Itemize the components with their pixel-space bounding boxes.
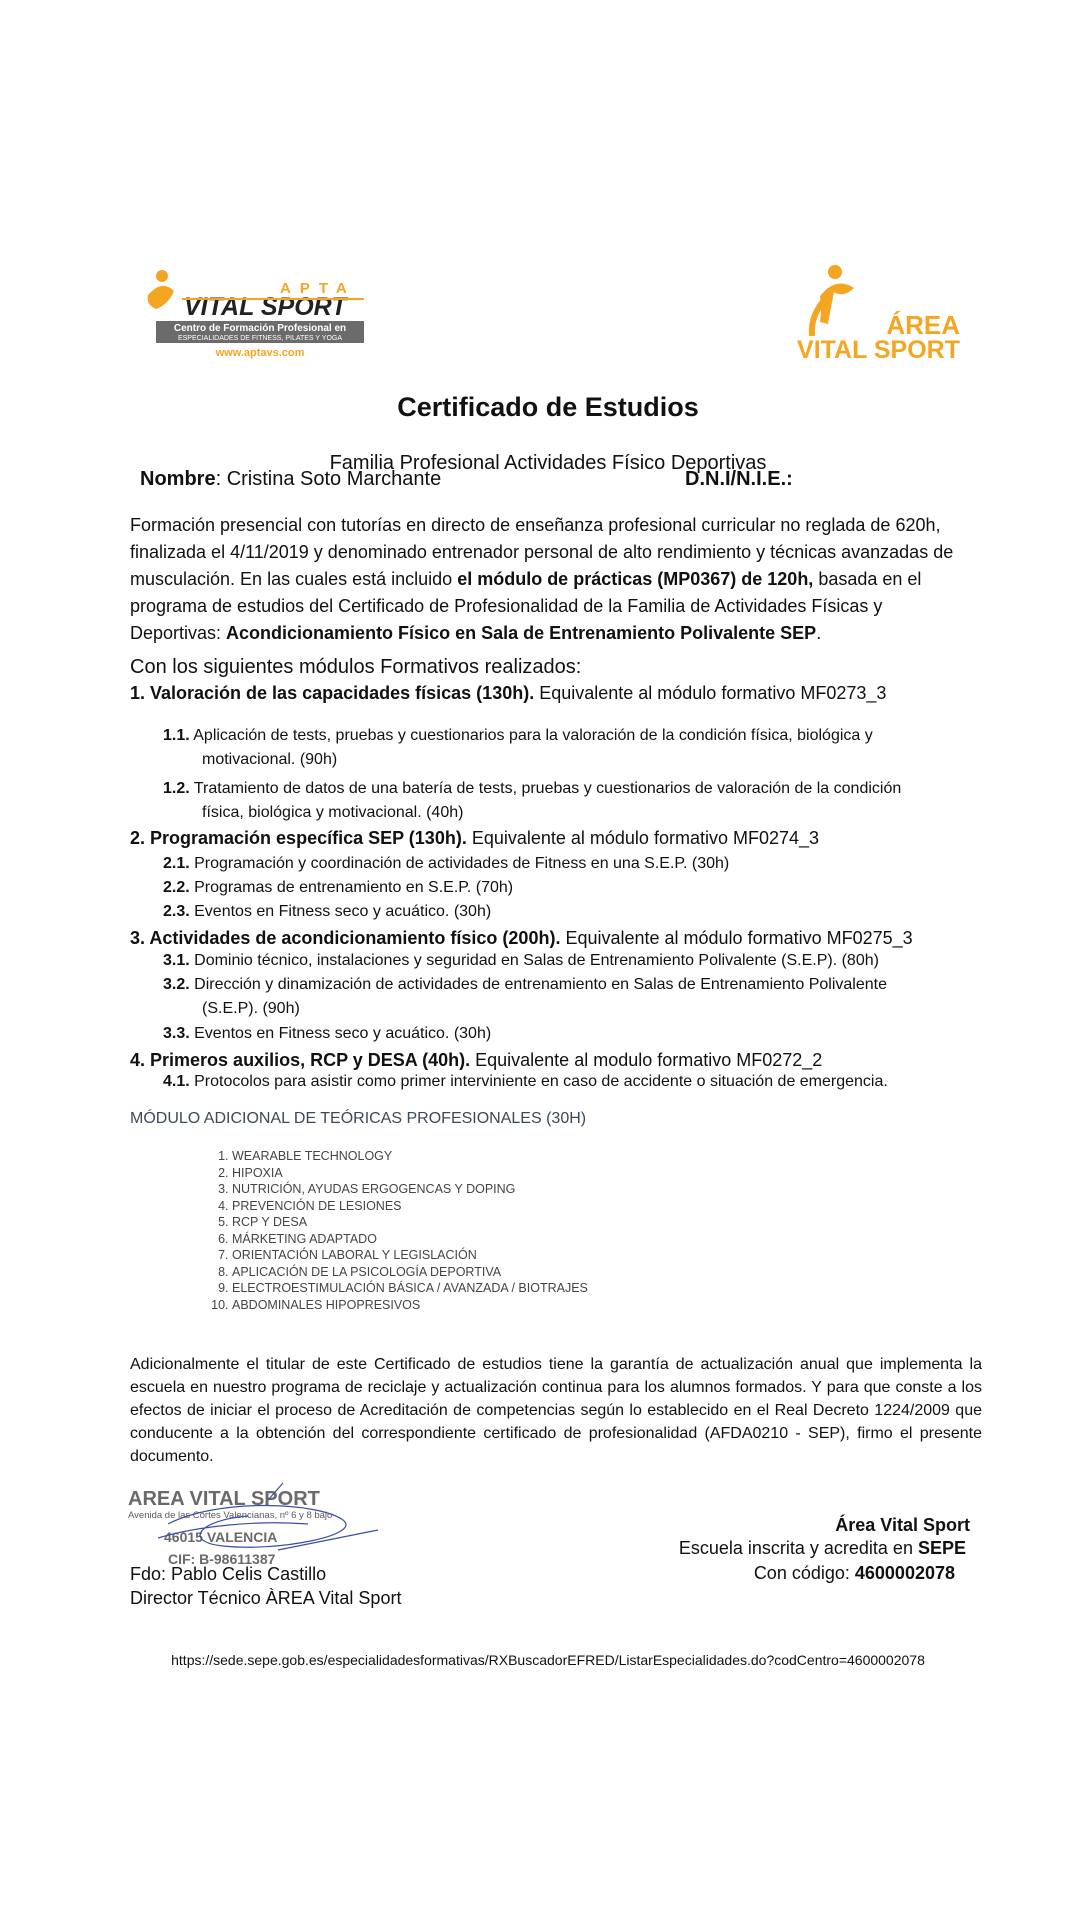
- logo-brand-text: VITAL SPORT: [184, 293, 347, 321]
- school-code: 4600002078: [854, 1563, 955, 1583]
- dni-label: D.N.I/N.I.E.:: [685, 468, 793, 490]
- topic-item: 10. ABDOMINALES HIPOPRESIVOS: [232, 1297, 588, 1314]
- submodule-item: [163, 973, 887, 996]
- submodule-number: 3.3.: [163, 1025, 190, 1042]
- student-name: : Cristina Soto Marchante: [215, 468, 442, 490]
- topic-item: 5. RCP Y DESA: [232, 1214, 588, 1231]
- logo-vital-sport-text: VITAL SPORT: [797, 336, 960, 362]
- topic-item: 3. NUTRICIÓN, AYUDAS ERGOGENCAS Y DOPING: [232, 1181, 588, 1198]
- intro-text-2: basada en el programa de estudios del Certificado de Profesionalidad de la Familia de Actividades Físicas y Deportivas:: [130, 569, 922, 643]
- stamp-address: Avenida de las Cortes Valencianas, nº 6 y 8 bajo: [128, 1510, 333, 1521]
- module-heading: [130, 682, 886, 705]
- accreditation-text: Escuela inscrita y acredita en: [678, 1538, 918, 1558]
- submodule-text: Tratamiento de datos de una batería de tests, pruebas y cuestionarios de valoración de la condición: [189, 780, 902, 797]
- submodule-number: 4.1.: [163, 1073, 190, 1090]
- module-name: 3. Actividades de acondicionamiento físico (200h).: [130, 928, 561, 948]
- verification-url: https://sede.sepe.gob.es/especialidadesformativas/RXBuscadorEFRED/ListarEspecialidades.do?codCentro=4600002078: [171, 1652, 925, 1668]
- module-heading: [130, 1049, 822, 1072]
- topic-item: 9. ELECTROESTIMULACIÓN BÁSICA / AVANZADA / BIOTRAJES: [232, 1280, 588, 1297]
- company-stamp: [128, 1480, 398, 1572]
- logo-area-text: ÁREA: [886, 310, 960, 340]
- module-name: 1. Valoración de las capacidades físicas (130h).: [130, 683, 535, 703]
- module-name: 4. Primeros auxilios, RCP y DESA (40h).: [130, 1050, 471, 1070]
- stamp-company-name: AREA VITAL SPORT: [128, 1488, 320, 1510]
- area-vital-sport-logo: [750, 262, 965, 362]
- module-equivalent: Equivalente al modulo formativo MF0272_2: [470, 1050, 823, 1070]
- topic-item: 2. HIPOXIA: [232, 1165, 588, 1182]
- submodule-text: Dominio técnico, instalaciones y seguridad en Salas de Entrenamiento Polivalente (S.E.P). (80h): [189, 952, 879, 969]
- submodule-continuation: física, biológica y motivacional. (40h): [202, 804, 464, 821]
- school-code-label: Con código:: [753, 1563, 855, 1583]
- module-equivalent: Equivalente al módulo formativo MF0275_3: [560, 928, 913, 948]
- submodule-number: 2.2.: [163, 879, 190, 896]
- submodule-number: 3.2.: [163, 976, 190, 993]
- submodule-text: Aplicación de tests, pruebas y cuestionarios para la valoración de la condición física, biológica y: [189, 727, 873, 744]
- module-heading: [130, 827, 819, 850]
- intro-paragraph: [130, 512, 970, 647]
- module-heading: [130, 927, 913, 950]
- school-code-line: [754, 1563, 955, 1584]
- submodule-item: [163, 724, 873, 747]
- signatory-title: Director Técnico ÀREA Vital Sport: [130, 1588, 402, 1608]
- logo-band-line2: ESPECIALIDADES DE FITNESS, PILATES Y YOGA: [177, 335, 343, 342]
- logo-apta-text: APTA: [280, 280, 356, 297]
- school-name: Área Vital Sport: [835, 1515, 970, 1535]
- signatory-name: Fdo: Pablo Celis Castillo: [130, 1564, 327, 1584]
- submodule-text: Eventos en Fitness seco y acuático. (30h): [189, 903, 492, 920]
- topic-item: 4. PREVENCIÓN DE LESIONES: [232, 1198, 588, 1215]
- apta-vital-sport-logo: [142, 265, 367, 360]
- modules-title: Con los siguientes módulos Formativos realizados:: [130, 656, 582, 678]
- accreditation-body: SEPE: [917, 1538, 966, 1558]
- intro-text-1: Formación presencial con tutorías en directo de enseñanza profesional curricular no reglada de 620h, finalizada el 4/11/2019 y denominado entrenador personal de alto rendimiento y técnicas avanzadas de musculación. En las cuales está incluido: [130, 515, 954, 589]
- topic-item: 6. MÁRKETING ADAPTADO: [232, 1231, 588, 1248]
- logo-band-line1: Centro de Formación Profesional en: [173, 323, 347, 334]
- submodule-text: Eventos en Fitness seco y acuático. (30h): [189, 1025, 492, 1042]
- professional-family: Familia Profesional Actividades Físico Deportivas: [329, 452, 767, 474]
- submodule-number: 1.1.: [163, 727, 190, 744]
- intro-bold-1: el módulo de prácticas (MP0367) de 120h,: [457, 569, 814, 589]
- school-accreditation: [679, 1538, 966, 1559]
- submodule-text: Protocolos para asistir como primer interviniente en caso de accidente o situación de emergencia.: [189, 1073, 888, 1090]
- submodule-continuation: motivacional. (90h): [202, 751, 338, 768]
- module-equivalent: Equivalente al módulo formativo MF0274_3: [466, 828, 820, 848]
- intro-text-3: .: [816, 623, 822, 643]
- submodule-item: [163, 876, 513, 899]
- topic-item: 8. APLICACIÓN DE LA PSICOLOGÍA DEPORTIVA: [232, 1264, 588, 1281]
- student-name-line: [140, 468, 441, 491]
- stamp-city: 46015 VALENCIA: [164, 1529, 278, 1545]
- topic-item: 1. WEARABLE TECHNOLOGY: [232, 1148, 588, 1165]
- intro-bold-2: Acondicionamiento Físico en Sala de Entrenamiento Polivalente SEP: [226, 623, 817, 643]
- submodule-number: 2.3.: [163, 903, 190, 920]
- submodule-text: Dirección y dinamización de actividades de entrenamiento en Salas de Entrenamiento Polivalente: [189, 976, 887, 993]
- closing-paragraph: Adicionalmente el titular de este Certificado de estudios tiene la garantía de actualización anual que implementa la escuela en nuestro programa de reciclaje y actualización continua para los alumnos formados. Y para que conste a los efectos de iniciar el proceso de Acreditación de competencias según lo establecido en el Real Decreto 1224/2009 que conducente a la obtención del correspondiente certificado de profesionalidad (AFDA0210 - SEP), firmo el presente documento.: [130, 1356, 982, 1465]
- additional-topics-list: [200, 1148, 588, 1313]
- submodule-continuation: (S.E.P). (90h): [202, 1000, 300, 1017]
- submodule-number: 2.1.: [163, 855, 190, 872]
- submodule-item: [163, 852, 729, 875]
- module-name: 2. Programación específica SEP (130h).: [130, 828, 467, 848]
- module-equivalent: Equivalente al módulo formativo MF0273_3: [534, 683, 887, 703]
- submodule-item: [163, 1070, 888, 1093]
- topic-item: 7. ORIENTACIÓN LABORAL Y LEGISLACIÓN: [232, 1247, 588, 1264]
- stamp-cif: CIF: B-98611387: [168, 1551, 276, 1567]
- submodule-item: [163, 1022, 491, 1045]
- submodule-item: [163, 949, 879, 972]
- submodule-text: Programas de entrenamiento en S.E.P. (70h): [189, 879, 514, 896]
- document-title: Certificado de Estudios: [397, 392, 699, 422]
- submodule-item: [163, 900, 491, 923]
- logo-web-text: www.aptavs.com: [215, 347, 305, 359]
- additional-module-title: MÓDULO ADICIONAL DE TEÓRICAS PROFESIONALES (30H): [130, 1110, 587, 1127]
- submodule-number: 1.2.: [163, 780, 190, 797]
- submodule-text: Programación y coordinación de actividades de Fitness en una S.E.P. (30h): [189, 855, 730, 872]
- name-label: Nombre: [140, 468, 216, 490]
- submodule-item: [163, 777, 901, 800]
- submodule-number: 3.1.: [163, 952, 190, 969]
